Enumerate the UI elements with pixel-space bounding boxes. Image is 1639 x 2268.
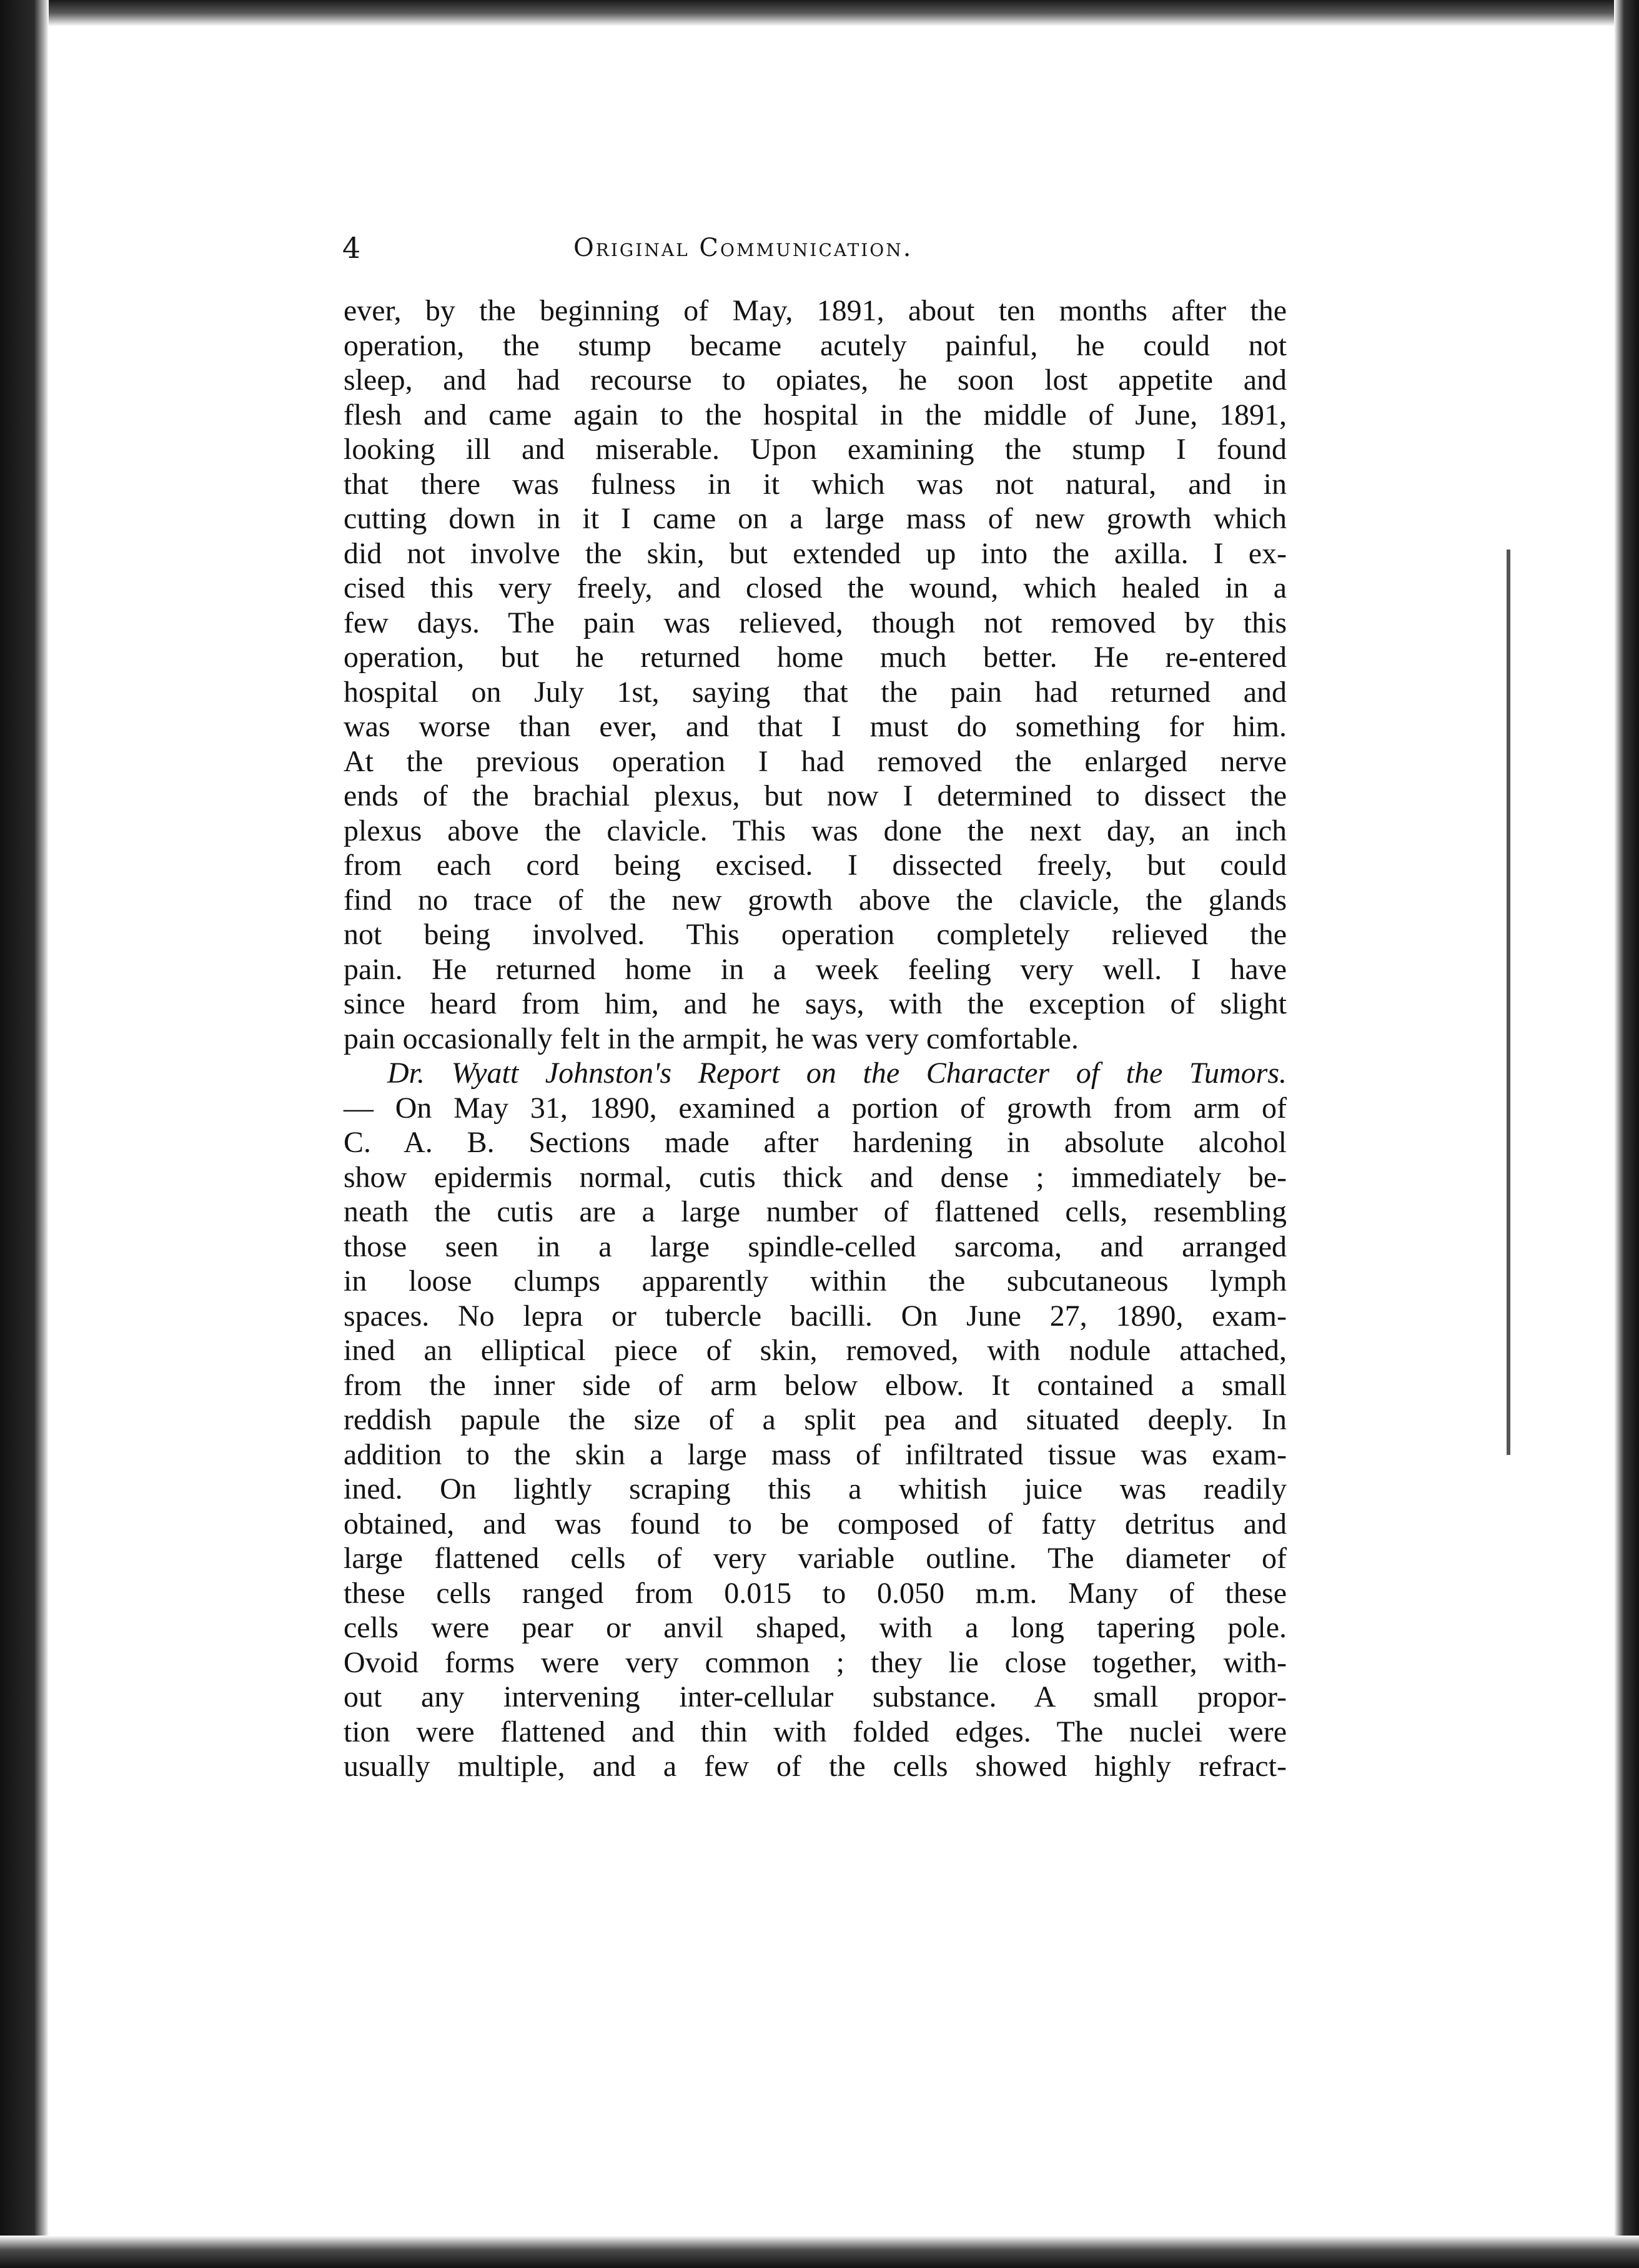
text-line: plexus above the clavicle. This was done the next day, an inch — [344, 814, 1287, 847]
report-line: — On May 31, 1890, examined a portion of growth from arm of — [344, 1091, 1287, 1125]
report-line: in loose clumps apparently within the subcutaneous lymph — [344, 1265, 1287, 1298]
report-line: usually multiple, and a few of the cells showed highly refract- — [344, 1750, 1287, 1783]
text-line: At the previous operation I had removed the enlarged nerve — [344, 744, 1287, 778]
text-line: was worse than ever, and that I must do something for him. — [344, 710, 1287, 743]
text-line: flesh and came again to the hospital in the middle of June, 1891, — [344, 398, 1287, 431]
report-line: tion were flattened and thin with folded edges. The nuclei were — [344, 1715, 1287, 1748]
margin-binding-line — [1507, 550, 1510, 1455]
text-line: looking ill and miserable. Upon examining the stump I found — [344, 433, 1287, 466]
scan-left-edge — [0, 0, 49, 2268]
report-line: cells were pear or anvil shaped, with a long tapering pole. — [344, 1611, 1287, 1644]
running-head: Original Communication. — [573, 234, 913, 262]
report-heading: Dr. Wyatt Johnston's Report on the Character of the Tumors. — [387, 1057, 1287, 1090]
report-line: from the inner side of arm below elbow. It contained a small — [344, 1368, 1287, 1402]
text-line: few days. The pain was relieved, though not removed by this — [344, 606, 1287, 639]
scan-bottom-edge — [0, 2236, 1639, 2268]
text-line: operation, but he returned home much better. He re-entered — [344, 641, 1287, 674]
report-line: obtained, and was found to be composed of fatty detritus and — [344, 1507, 1287, 1541]
page-header — [342, 226, 1292, 270]
report-line: reddish papule the size of a split pea and situated deeply. In — [344, 1403, 1287, 1436]
report-line: addition to the skin a large mass of infiltrated tissue was exam- — [344, 1437, 1287, 1471]
scan-top-edge — [0, 0, 1639, 26]
text-line: pain. He returned home in a week feeling very well. I have — [344, 952, 1287, 986]
text-line: find no trace of the new growth above the clavicle, the glands — [344, 883, 1287, 917]
report-line: Ovoid forms were very common ; they lie close together, with- — [344, 1645, 1287, 1679]
report-line: spaces. No lepra or tubercle bacilli. On June 27, 1890, exam- — [344, 1299, 1287, 1333]
body-text — [344, 293, 1287, 1792]
report-line: large flattened cells of very variable outline. The diameter of — [344, 1542, 1287, 1575]
text-line: operation, the stump became acutely painful, he could not — [344, 328, 1287, 362]
report-line: show epidermis normal, cutis thick and dense ; immediately be- — [344, 1160, 1287, 1194]
report-line: neath the cutis are a large number of flattened cells, resembling — [344, 1195, 1287, 1228]
text-line: did not involve the skin, but extended up into the axilla. I ex- — [344, 536, 1287, 570]
text-line: pain occasionally felt in the armpit, he was very comfortable. — [344, 1022, 1079, 1055]
report-line: out any intervening inter-cellular substance. A small propor- — [344, 1680, 1287, 1713]
report-line: those seen in a large spindle-celled sarcoma, and arranged — [344, 1230, 1287, 1263]
report-line: ined an elliptical piece of skin, removed, with nodule attached, — [344, 1334, 1287, 1367]
text-line: hospital on July 1st, saying that the pain had returned and — [344, 675, 1287, 709]
text-line: ever, by the beginning of May, 1891, about ten months after the — [344, 294, 1287, 327]
report-line: C. A. B. Sections made after hardening in absolute alcohol — [344, 1126, 1287, 1159]
text-line: not being involved. This operation completely relieved the — [344, 918, 1287, 951]
report-line: ined. On lightly scraping this a whitish juice was readily — [344, 1472, 1287, 1506]
text-line: from each cord being excised. I dissected freely, but could — [344, 849, 1287, 882]
text-line: cutting down in it I came on a large mass of new growth which — [344, 502, 1287, 535]
text-line: that there was fulness in it which was not natural, and in — [344, 467, 1287, 501]
text-line: cised this very freely, and closed the wound, which healed in a — [344, 571, 1287, 604]
scan-right-edge — [1614, 0, 1639, 2268]
text-line: sleep, and had recourse to opiates, he soon lost appetite and — [344, 363, 1287, 397]
text-line: ends of the brachial plexus, but now I determined to dissect the — [344, 779, 1287, 812]
report-line: these cells ranged from 0.015 to 0.050 m.m. Many of these — [344, 1576, 1287, 1610]
page-number: 4 — [342, 231, 361, 265]
text-line: since heard from him, and he says, with the exception of slight — [344, 987, 1287, 1020]
